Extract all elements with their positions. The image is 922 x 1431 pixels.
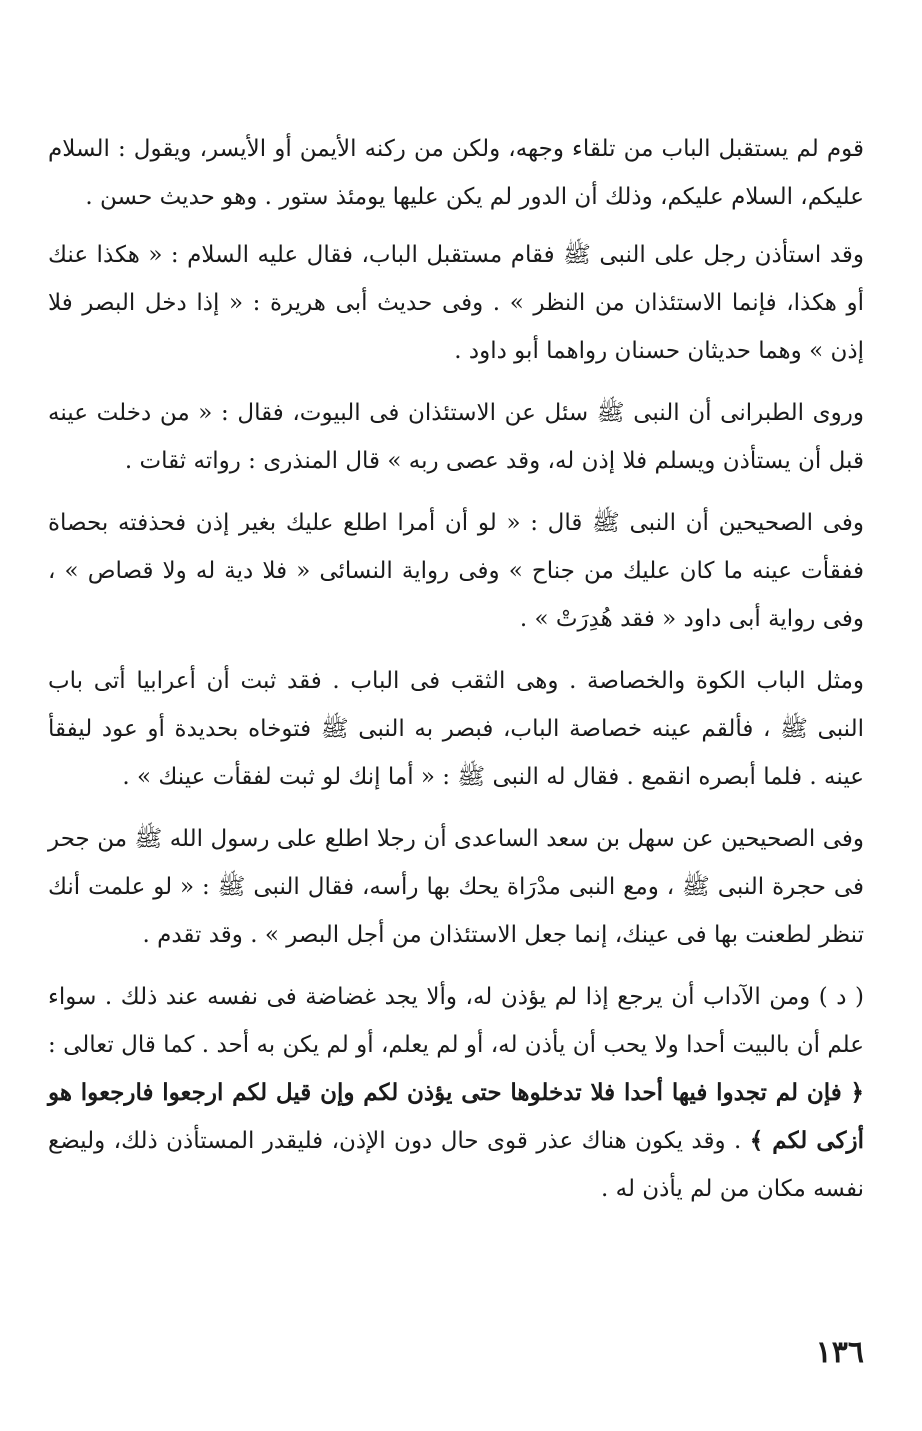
paragraph-7-text-after: . وقد يكون هناك عذر قوى حال دون الإذن، فليقدر المستأذن ذلك، وليضع نفسه مكان من لم يأذن له .: [48, 1128, 864, 1202]
page-number: ١٣٦: [815, 1335, 864, 1370]
paragraph-3: وروى الطبرانى أن النبى ﷺ سئل عن الاستئذان فى البيوت، فقال : « من دخلت عينه قبل أن يستأذن ويسلم فلا إذن له، وقد عصى ربه » قال المنذرى : رواته ثقات .: [48, 400, 864, 474]
page-body: [48, 125, 864, 1227]
quran-verse: ﴿ فإن لم تجدوا فيها أحدا فلا تدخلوها حتى يؤذن لكم وإن قيل لكم ارجعوا فارجعوا هو أزكى لكم ﴾: [48, 1079, 865, 1154]
paragraph-4: وفى الصحيحين أن النبى ﷺ قال : « لو أن أمرا اطلع عليك بغير إذن فحذفته بحصاة ففقأت عينه ما كان عليك من جناح » وفى رواية النسائى « فلا دية له ولا قصاص » ، وفى رواية أبى داود « فقد هُدِرَتْ » .: [48, 510, 864, 632]
paragraph-2: وقد استأذن رجل على النبى ﷺ فقام مستقبل الباب، فقال عليه السلام : « هكذا عنك أو هكذا، فإنما الاستئذان من النظر » . وفى حديث أبى هريرة : « إذا دخل البصر فلا إذن » وهما حديثان حسنان رواهما أبو داود .: [48, 242, 864, 364]
paragraph-7: [48, 973, 864, 1213]
paragraph-5: ومثل الباب الكوة والخصاصة . وهى الثقب فى الباب . فقد ثبت أن أعرابيا أتى باب النبى ﷺ ، فألقم عينه خصاصة الباب، فبصر به النبى ﷺ فتوخاه بحديدة أو عود ليفقأ عينه . فلما أبصره انقمع . فقال له النبى ﷺ : « أما إنك لو ثبت لفقأت عينك » .: [48, 668, 864, 790]
paragraph-6: وفى الصحيحين عن سهل بن سعد الساعدى أن رجلا اطلع على رسول الله ﷺ من جحر فى حجرة النبى ﷺ ، ومع النبى مدْرَاة يحك بها رأسه، فقال النبى ﷺ : « لو علمت أنك تنظر لطعنت بها فى عينك، إنما جعل الاستئذان من أجل البصر » . وقد تقدم .: [48, 826, 864, 948]
paragraph-7-text-before: ( د ) ومن الآداب أن يرجع إذا لم يؤذن له، وألا يجد غضاضة فى نفسه عند ذلك . سواء علم أن بالبيت أحدا ولا يحب أن يأذن له، أو لم يعلم، أو لم يكن به أحد . كما قال تعالى :: [48, 984, 864, 1058]
paragraph-1: قوم لم يستقبل الباب من تلقاء وجهه، ولكن من ركنه الأيمن أو الأيسر، ويقول : السلام عليكم، السلام عليكم، وذلك أن الدور لم يكن عليها يومئذ ستور . وهو حديث حسن .: [48, 136, 864, 210]
